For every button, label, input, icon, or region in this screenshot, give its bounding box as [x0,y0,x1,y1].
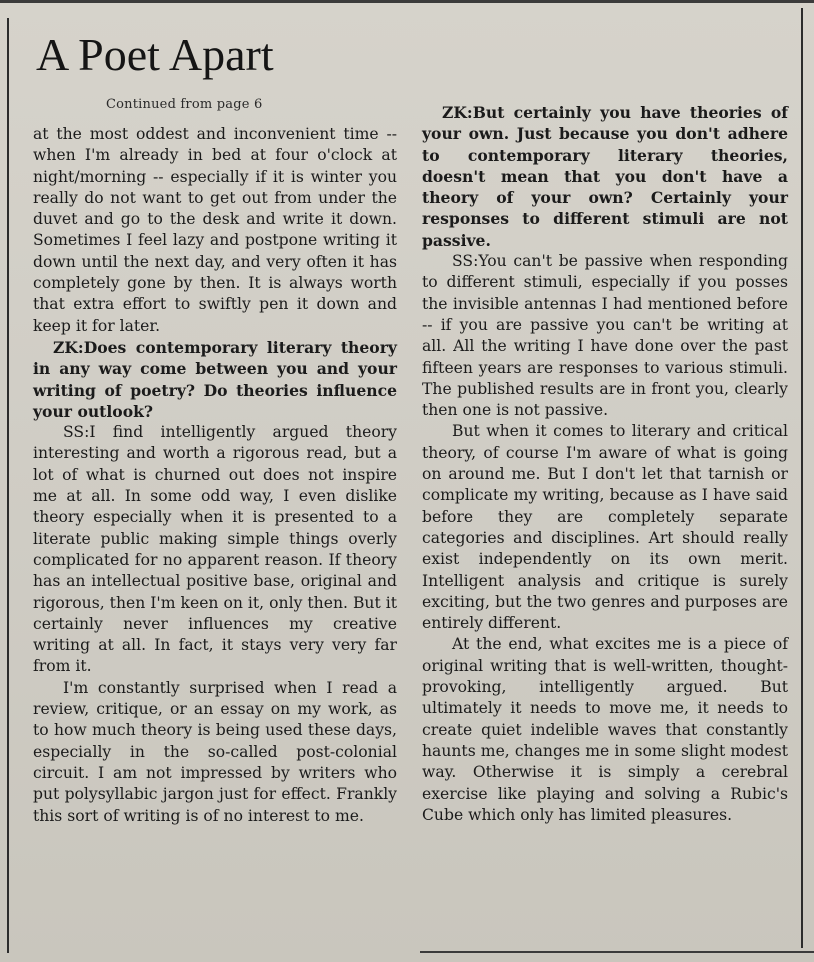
right-column [422,102,788,826]
headline: A Poet Apart [36,29,274,80]
paragraph: But when it comes to literary and critical theory, of course I'm aware of what is going on around me. But I don't let that tarnish or complicate my writing, because as I have said before they are completely separate categories and disciplines. Art should really exist independently on its own merit. Intelligent analysis and critique is surely exciting, but the two genres and purposes are entirely different. [422,422,788,633]
paragraph: I'm constantly surprised when I read a review, critique, or an essay on my work, as to how much theory is being used these days, especially in the so-called post-colonial circuit. I am not impressed by writers who put polysyllabic jargon just for effect. Frankly this sort of writing is of no interest to me. [33,678,397,825]
paragraph: at the most oddest and inconvenient time -- when I'm already in bed at four o'clock at night/morning -- especially if it is winter you really do not want to get out from under the duvet and go to the desk and write it down. Sometimes I feel lazy and postpone writing it down until the next day, and very often it has completely gone by then. It is always worth that extra effort to swiftly pen it down and keep it for later. [33,125,397,335]
paragraph: At the end, what excites me is a piece of original writing that is well-written, thought-provoking, intelligently argued. But ultimately it needs to move me, it needs to create quiet indelible waves that constantly haunts me, changes me in some slight modest way. Otherwise it is simply a cerebral exercise like playing and solving a Rubic's Cube which only has limited pleasures. [422,635,788,824]
left-column-rule [7,18,9,953]
right-column-rule [801,8,803,948]
paragraph: SS:I find intelligently argued theory interesting and worth a rigorous read, but a lot of what is churned out does not inspire me at all. In some odd way, I even dislike theory especially when it is presented to a literate public making simple things overly complicated for no apparent reason. If theory has an intellectual positive base, original and rigorous, then I'm keen on it, only then. But it certainly never influences my creative writing at all. In fact, it stays very very far from it. [33,423,397,676]
interview-question: ZK:But certainly you have theories of your own. Just because you don't adhere to contemporary literary theories, doesn't mean that you don't have a theory of your own? Certainly your responses to different stimuli are not passive. [422,103,788,250]
top-rule [0,0,814,3]
continued-from-line: Continued from page 6 [106,97,263,112]
paragraph: SS:You can't be passive when responding to different stimuli, especially if you posses the invisible antennas I had mentioned before -- if you are passive you can't be writing at all. All the writing I have done over the past fifteen years are responses to various stimuli. The published results are in front you, clearly then one is not passive. [422,252,788,420]
interview-question: ZK:Does contemporary literary theory in any way come between you and your writing of poetry? Do theories influence your outlook? [33,337,397,421]
bottom-rule [420,951,814,953]
left-column [33,124,397,827]
